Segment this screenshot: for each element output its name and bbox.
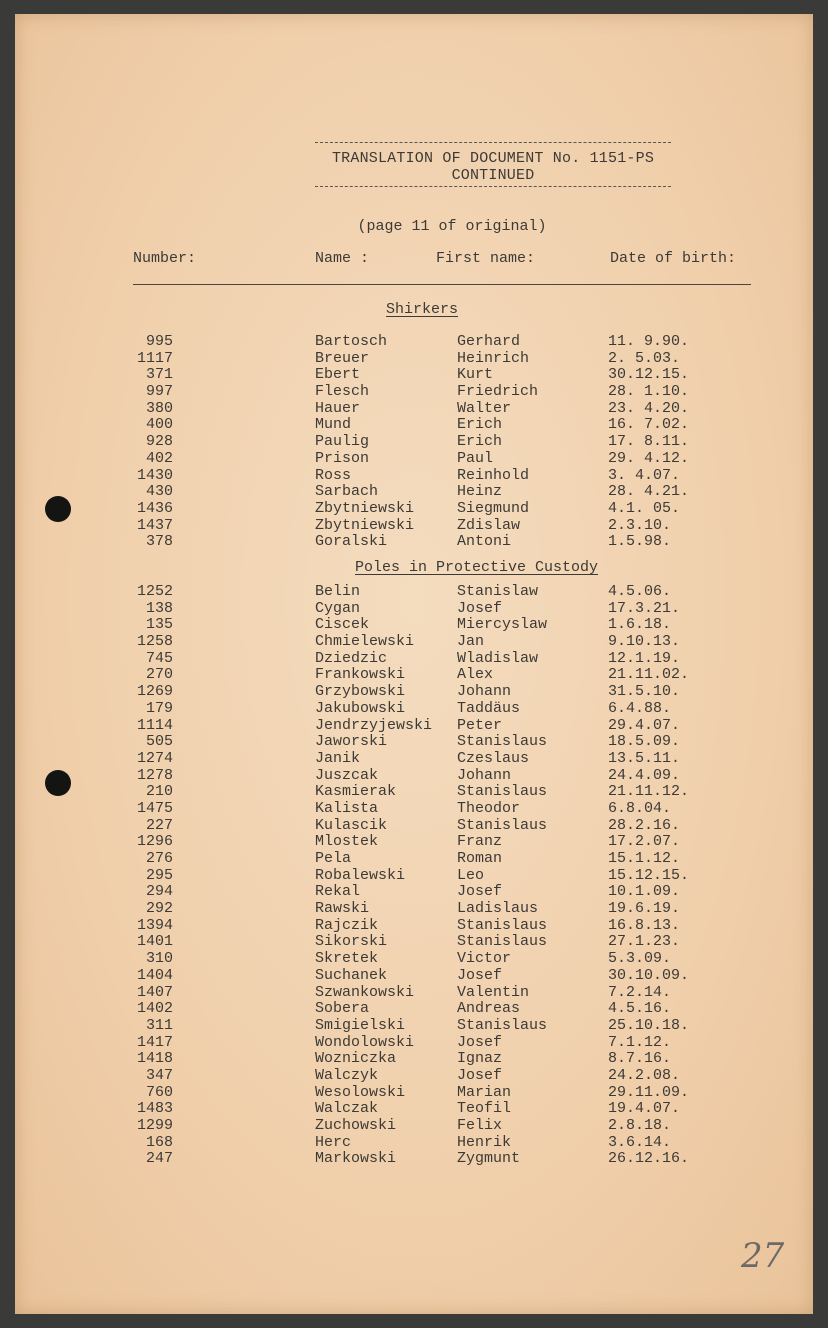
row-dob: 8.7.16.	[608, 1050, 672, 1068]
row-name: Rekal	[315, 883, 361, 901]
table-row	[15, 1085, 813, 1102]
header-rule-bottom	[315, 186, 671, 187]
row-number: 1402	[136, 1000, 173, 1018]
row-first-name: Gerhard	[457, 333, 521, 350]
row-number: 1437	[136, 516, 173, 534]
row-name: Cygan	[315, 599, 361, 617]
table-row	[15, 1135, 813, 1152]
row-name: Herc	[315, 1133, 352, 1151]
table-row	[15, 617, 813, 634]
row-first-name: Johann	[457, 766, 512, 784]
row-number: 380	[145, 399, 173, 417]
row-number: 1278	[136, 766, 173, 784]
row-name: Walczak	[315, 1100, 379, 1118]
row-dob: 28. 1.10.	[608, 383, 690, 401]
header-rule-top	[315, 142, 671, 143]
table-row	[15, 818, 813, 835]
row-name: Zbytniewski	[315, 499, 415, 517]
row-dob: 30.10.09.	[608, 966, 690, 984]
row-first-name: Czeslaus	[457, 749, 530, 767]
row-number: 997	[145, 383, 173, 401]
row-number: 138	[145, 599, 173, 617]
table-row	[15, 985, 813, 1002]
row-first-name: Stanislaus	[457, 933, 548, 951]
row-dob: 6.4.88.	[608, 699, 672, 717]
row-first-name: Friedrich	[457, 383, 539, 401]
row-name: Breuer	[315, 349, 370, 367]
row-first-name: Erich	[457, 433, 503, 451]
table-row	[15, 884, 813, 901]
table-row	[15, 584, 813, 601]
row-first-name: Zygmunt	[457, 1150, 521, 1168]
row-dob: 25.10.18.	[608, 1016, 690, 1034]
row-name: Mlostek	[315, 833, 379, 851]
row-dob: 11. 9.90.	[608, 333, 690, 350]
row-name: Wondolowski	[315, 1033, 415, 1051]
row-number: 1430	[136, 466, 173, 484]
table-row	[15, 951, 813, 968]
row-dob: 2.3.10.	[608, 516, 672, 534]
row-first-name: Franz	[457, 833, 503, 851]
table-row	[15, 1118, 813, 1135]
row-number: 179	[145, 699, 173, 717]
table-row	[15, 417, 813, 434]
row-name: Juszcak	[315, 766, 379, 784]
row-dob: 2.8.18.	[608, 1117, 672, 1134]
row-number: 310	[145, 950, 173, 968]
row-first-name: Paul	[457, 449, 494, 467]
row-dob: 27.1.23.	[608, 933, 681, 951]
row-number: 1407	[136, 983, 173, 1001]
table-row	[15, 1101, 813, 1118]
row-number: 1117	[136, 349, 173, 367]
folio-number: 27	[741, 1236, 785, 1276]
table-row	[15, 768, 813, 785]
row-number: 400	[145, 416, 173, 434]
row-name: Frankowski	[315, 666, 406, 684]
row-number: 1394	[136, 916, 173, 934]
row-first-name: Josef	[457, 599, 503, 617]
table-row	[15, 1001, 813, 1018]
row-number: 928	[145, 433, 173, 451]
row-number: 1252	[136, 583, 173, 600]
row-name: Belin	[315, 583, 361, 600]
section-title-shirkers: Shirkers	[386, 301, 459, 318]
row-number: 1299	[136, 1117, 173, 1134]
row-name: Rawski	[315, 900, 370, 918]
row-first-name: Taddäus	[457, 699, 521, 717]
row-number: 1475	[136, 799, 173, 817]
row-first-name: Stanislaus	[457, 733, 548, 751]
row-first-name: Josef	[457, 1066, 503, 1084]
row-dob: 24.4.09.	[608, 766, 681, 784]
row-name: Ciscek	[315, 616, 370, 634]
row-name: Chmielewski	[315, 633, 415, 651]
poles-list	[15, 584, 813, 1168]
row-name: Zbytniewski	[315, 516, 415, 534]
row-first-name: Stanislaus	[457, 783, 548, 801]
page-reference: (page 11 of original)	[357, 218, 547, 235]
row-dob: 29.11.09.	[608, 1083, 690, 1101]
row-dob: 29.4.07.	[608, 716, 681, 734]
row-first-name: Johann	[457, 683, 512, 701]
row-number: 227	[145, 816, 173, 834]
row-first-name: Erich	[457, 416, 503, 434]
table-row	[15, 1151, 813, 1168]
row-first-name: Ignaz	[457, 1050, 503, 1068]
row-number: 1404	[136, 966, 173, 984]
row-name: Kalista	[315, 799, 379, 817]
row-name: Hauer	[315, 399, 361, 417]
row-number: 1417	[136, 1033, 173, 1051]
table-row	[15, 834, 813, 851]
row-first-name: Zdislaw	[457, 516, 521, 534]
row-number: 760	[145, 1083, 173, 1101]
row-dob: 29. 4.12.	[608, 449, 690, 467]
row-name: Pela	[315, 850, 352, 867]
row-name: Janik	[315, 749, 361, 767]
row-name: Flesch	[315, 383, 370, 401]
row-number: 402	[145, 449, 173, 467]
document-subtitle: CONTINUED	[451, 167, 535, 184]
table-row	[15, 451, 813, 468]
row-name: Grzybowski	[315, 683, 406, 701]
table-row	[15, 351, 813, 368]
row-dob: 26.12.16.	[608, 1150, 690, 1168]
row-name: Jendrzyjewski	[315, 716, 433, 734]
table-row	[15, 334, 813, 351]
row-number: 276	[145, 850, 173, 867]
row-dob: 4.5.06.	[608, 583, 672, 600]
row-first-name: Stanislaus	[457, 816, 548, 834]
row-number: 1258	[136, 633, 173, 651]
row-dob: 13.5.11.	[608, 749, 681, 767]
row-number: 295	[145, 866, 173, 884]
row-name: Dziedzic	[315, 649, 388, 667]
row-dob: 17.2.07.	[608, 833, 681, 851]
row-name: Suchanek	[315, 966, 388, 984]
row-name: Sobera	[315, 1000, 370, 1018]
row-first-name: Andreas	[457, 1000, 521, 1018]
column-header-rule	[133, 284, 751, 285]
table-row	[15, 1051, 813, 1068]
table-row	[15, 651, 813, 668]
row-dob: 28.2.16.	[608, 816, 681, 834]
row-name: Smigielski	[315, 1016, 406, 1034]
row-name: Bartosch	[315, 333, 388, 350]
row-dob: 5.3.09.	[608, 950, 672, 968]
row-dob: 19.6.19.	[608, 900, 681, 918]
section-title-poles: Poles in Protective Custody	[355, 559, 599, 576]
row-number: 371	[145, 366, 173, 384]
row-first-name: Stanislaw	[457, 583, 539, 600]
table-row	[15, 401, 813, 418]
table-row	[15, 634, 813, 651]
row-first-name: Miercyslaw	[457, 616, 548, 634]
row-dob: 15.1.12.	[608, 850, 681, 867]
row-name: Mund	[315, 416, 352, 434]
table-row	[15, 701, 813, 718]
row-first-name: Marian	[457, 1083, 512, 1101]
row-first-name: Felix	[457, 1117, 503, 1134]
document-title: TRANSLATION OF DOCUMENT No. 1151-PS	[331, 150, 655, 167]
row-number: 745	[145, 649, 173, 667]
column-header-first-name: First name:	[436, 250, 536, 267]
row-number: 1401	[136, 933, 173, 951]
table-row	[15, 684, 813, 701]
column-header-dob: Date of birth:	[610, 250, 737, 267]
row-dob: 23. 4.20.	[608, 399, 690, 417]
row-number: 311	[145, 1016, 173, 1034]
row-first-name: Ladislaus	[457, 900, 539, 918]
row-name: Walczyk	[315, 1066, 379, 1084]
row-number: 1483	[136, 1100, 173, 1118]
row-first-name: Peter	[457, 716, 503, 734]
row-number: 995	[145, 333, 173, 350]
table-row	[15, 1035, 813, 1052]
row-dob: 28. 4.21.	[608, 483, 690, 501]
row-name: Sikorski	[315, 933, 388, 951]
row-dob: 2. 5.03.	[608, 349, 681, 367]
row-dob: 16. 7.02.	[608, 416, 690, 434]
column-header-name: Name :	[315, 250, 370, 267]
row-first-name: Roman	[457, 850, 503, 867]
table-row	[15, 501, 813, 518]
row-number: 378	[145, 533, 173, 551]
row-number: 1436	[136, 499, 173, 517]
row-number: 210	[145, 783, 173, 801]
row-name: Sarbach	[315, 483, 379, 501]
table-row	[15, 801, 813, 818]
table-row	[15, 868, 813, 885]
table-row	[15, 534, 813, 551]
row-dob: 10.1.09.	[608, 883, 681, 901]
table-row	[15, 518, 813, 535]
row-first-name: Heinz	[457, 483, 503, 501]
row-first-name: Stanislaus	[457, 916, 548, 934]
row-dob: 17. 8.11.	[608, 433, 690, 451]
row-dob: 3.6.14.	[608, 1133, 672, 1151]
row-name: Robalewski	[315, 866, 406, 884]
row-name: Kulascik	[315, 816, 388, 834]
row-name: Wozniczka	[315, 1050, 397, 1068]
row-first-name: Siegmund	[457, 499, 530, 517]
table-row	[15, 934, 813, 951]
row-first-name: Theodor	[457, 799, 521, 817]
table-row	[15, 667, 813, 684]
row-dob: 19.4.07.	[608, 1100, 681, 1118]
table-row	[15, 384, 813, 401]
row-dob: 21.11.02.	[608, 666, 690, 684]
table-row	[15, 901, 813, 918]
row-first-name: Antoni	[457, 533, 512, 551]
row-dob: 7.2.14.	[608, 983, 672, 1001]
table-row	[15, 1068, 813, 1085]
row-number: 294	[145, 883, 173, 901]
row-number: 430	[145, 483, 173, 501]
row-name: Jakubowski	[315, 699, 406, 717]
row-name: Markowski	[315, 1150, 397, 1168]
row-name: Zuchowski	[315, 1117, 397, 1134]
row-dob: 24.2.08.	[608, 1066, 681, 1084]
table-row	[15, 734, 813, 751]
table-row	[15, 468, 813, 485]
document-page	[15, 14, 813, 1314]
row-name: Ross	[315, 466, 352, 484]
table-row	[15, 718, 813, 735]
row-first-name: Josef	[457, 883, 503, 901]
table-row	[15, 484, 813, 501]
row-name: Szwankowski	[315, 983, 415, 1001]
row-dob: 16.8.13.	[608, 916, 681, 934]
row-first-name: Leo	[457, 866, 485, 884]
row-dob: 7.1.12.	[608, 1033, 672, 1051]
row-dob: 1.5.98.	[608, 533, 672, 551]
row-dob: 12.1.19.	[608, 649, 681, 667]
row-first-name: Jan	[457, 633, 485, 651]
row-first-name: Walter	[457, 399, 512, 417]
row-name: Paulig	[315, 433, 370, 451]
row-number: 1418	[136, 1050, 173, 1068]
table-row	[15, 367, 813, 384]
row-dob: 9.10.13.	[608, 633, 681, 651]
row-first-name: Teofil	[457, 1100, 512, 1118]
table-row	[15, 434, 813, 451]
row-first-name: Alex	[457, 666, 494, 684]
table-row	[15, 968, 813, 985]
row-number: 168	[145, 1133, 173, 1151]
row-name: Prison	[315, 449, 370, 467]
row-first-name: Stanislaus	[457, 1016, 548, 1034]
row-first-name: Henrik	[457, 1133, 512, 1151]
row-dob: 1.6.18.	[608, 616, 672, 634]
row-number: 135	[145, 616, 173, 634]
table-row	[15, 918, 813, 935]
row-dob: 4.5.16.	[608, 1000, 672, 1018]
table-row	[15, 784, 813, 801]
row-name: Jaworski	[315, 733, 388, 751]
row-number: 292	[145, 900, 173, 918]
table-row	[15, 751, 813, 768]
row-number: 347	[145, 1066, 173, 1084]
row-first-name: Victor	[457, 950, 512, 968]
row-dob: 21.11.12.	[608, 783, 690, 801]
column-header-number: Number:	[133, 250, 197, 267]
row-dob: 3. 4.07.	[608, 466, 681, 484]
row-dob: 30.12.15.	[608, 366, 690, 384]
table-row	[15, 1018, 813, 1035]
row-first-name: Valentin	[457, 983, 530, 1001]
row-dob: 17.3.21.	[608, 599, 681, 617]
row-dob: 4.1. 05.	[608, 499, 681, 517]
row-dob: 6.8.04.	[608, 799, 672, 817]
row-name: Rajczik	[315, 916, 379, 934]
row-first-name: Wladislaw	[457, 649, 539, 667]
row-first-name: Heinrich	[457, 349, 530, 367]
table-row	[15, 851, 813, 868]
row-name: Wesolowski	[315, 1083, 406, 1101]
row-dob: 31.5.10.	[608, 683, 681, 701]
row-name: Skretek	[315, 950, 379, 968]
row-number: 1296	[136, 833, 173, 851]
row-name: Kasmierak	[315, 783, 397, 801]
row-number: 1274	[136, 749, 173, 767]
row-number: 1269	[136, 683, 173, 701]
row-number: 1114	[136, 716, 173, 734]
row-name: Ebert	[315, 366, 361, 384]
row-dob: 18.5.09.	[608, 733, 681, 751]
table-row	[15, 601, 813, 618]
row-name: Goralski	[315, 533, 388, 551]
row-first-name: Josef	[457, 1033, 503, 1051]
row-number: 505	[145, 733, 173, 751]
row-dob: 15.12.15.	[608, 866, 690, 884]
shirkers-list	[15, 334, 813, 551]
row-first-name: Josef	[457, 966, 503, 984]
row-first-name: Kurt	[457, 366, 494, 384]
row-first-name: Reinhold	[457, 466, 530, 484]
row-number: 270	[145, 666, 173, 684]
row-number: 247	[145, 1150, 173, 1168]
